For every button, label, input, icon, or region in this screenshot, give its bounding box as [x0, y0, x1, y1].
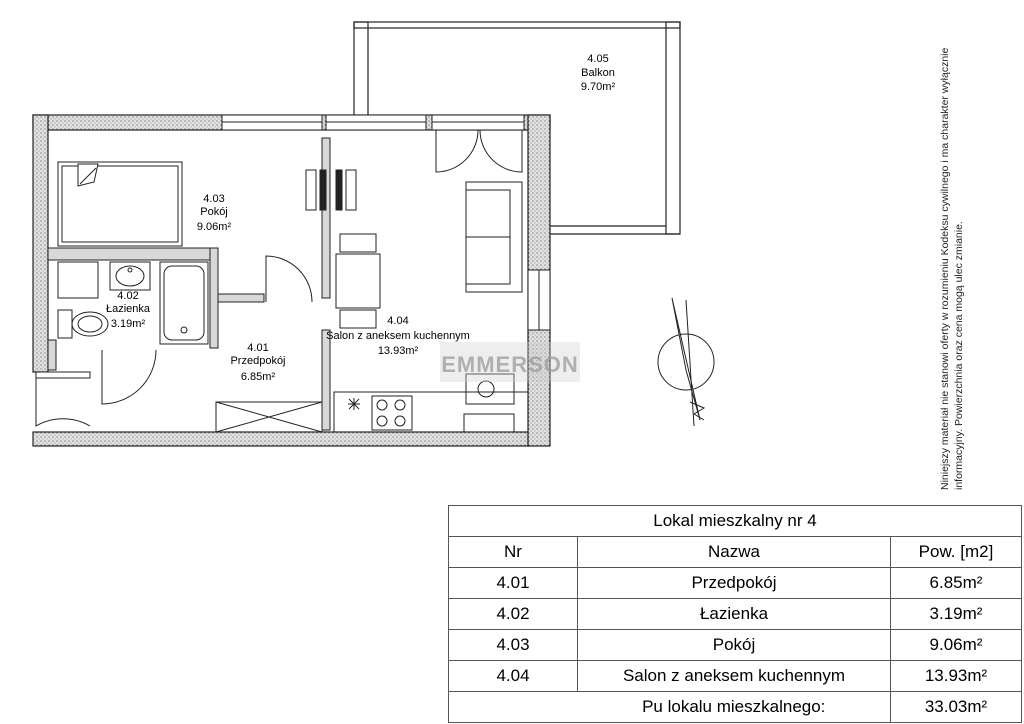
cell-nazwa: Pokój [578, 630, 891, 661]
cell-nr: 4.01 [449, 568, 578, 599]
total-label: Pu lokalu mieszkalnego: [578, 692, 891, 723]
kitchen [334, 374, 528, 432]
svg-text:4.02: 4.02 [117, 290, 139, 302]
svg-text:Łazienka: Łazienka [105, 303, 151, 315]
cell-nr: 4.02 [449, 599, 578, 630]
table-row [449, 568, 1022, 599]
disclaimer-text: Niniejszy materiał nie stanowi oferty w rozumieniu Kodeksu cywilnego i ma charakter wyłącznie informacyjny. Powierzchnia oraz cena mogą ulec zmianie. [939, 47, 965, 490]
room-label-przedpokoj [230, 342, 285, 383]
hall-closet [216, 402, 322, 432]
north-arrow-icon [658, 298, 714, 426]
cell-pow: 13.93m² [891, 661, 1022, 692]
svg-text:9.70m²: 9.70m² [580, 81, 616, 93]
table-header-row [449, 537, 1022, 568]
svg-text:EMMERSON: EMMERSON [441, 352, 579, 377]
svg-text:4.04: 4.04 [387, 315, 409, 327]
table-row [449, 630, 1022, 661]
watermark-logo [440, 342, 580, 382]
bed [58, 162, 182, 246]
svg-text:Przedpokój: Przedpokój [230, 355, 286, 367]
svg-text:4.05: 4.05 [587, 53, 609, 65]
area-table [448, 505, 1022, 723]
header-nr: Nr [449, 537, 578, 568]
svg-text:Balkon: Balkon [581, 67, 615, 79]
wardrobe [306, 170, 356, 210]
living-furniture [336, 182, 522, 328]
svg-text:6.85m²: 6.85m² [240, 371, 276, 383]
cell-pow: 9.06m² [891, 630, 1022, 661]
cell-nazwa: Przedpokój [578, 568, 891, 599]
svg-text:4.01: 4.01 [247, 342, 269, 354]
table-row [449, 661, 1022, 692]
svg-text:4.03: 4.03 [203, 193, 225, 205]
table-row [449, 599, 1022, 630]
table-title: Lokal mieszkalny nr 4 [449, 506, 1022, 537]
windows [222, 115, 550, 330]
table-title-row [449, 506, 1022, 537]
svg-text:Salon z aneksem kuchennym: Salon z aneksem kuchennym [326, 330, 470, 342]
total-value: 33.03m² [891, 692, 1022, 723]
room-label-balkon [581, 53, 616, 93]
cell-pow: 6.85m² [891, 568, 1022, 599]
room-label-lazienka [106, 290, 151, 330]
header-pow: Pow. [m2] [891, 537, 1022, 568]
outer-walls [33, 115, 550, 446]
svg-text:3.19m²: 3.19m² [110, 318, 146, 330]
cell-nazwa: Łazienka [578, 599, 891, 630]
svg-text:9.06m²: 9.06m² [196, 221, 232, 233]
cell-nr: 4.04 [449, 661, 578, 692]
cell-pow: 3.19m² [891, 599, 1022, 630]
header-nazwa: Nazwa [578, 537, 891, 568]
table-total-row [449, 692, 1022, 723]
cell-nazwa: Salon z aneksem kuchennym [578, 661, 891, 692]
cell-nr: 4.03 [449, 630, 578, 661]
svg-text:13.93m²: 13.93m² [377, 345, 419, 357]
room-label-pokoj [197, 193, 232, 233]
svg-text:Pokój: Pokój [200, 206, 228, 218]
